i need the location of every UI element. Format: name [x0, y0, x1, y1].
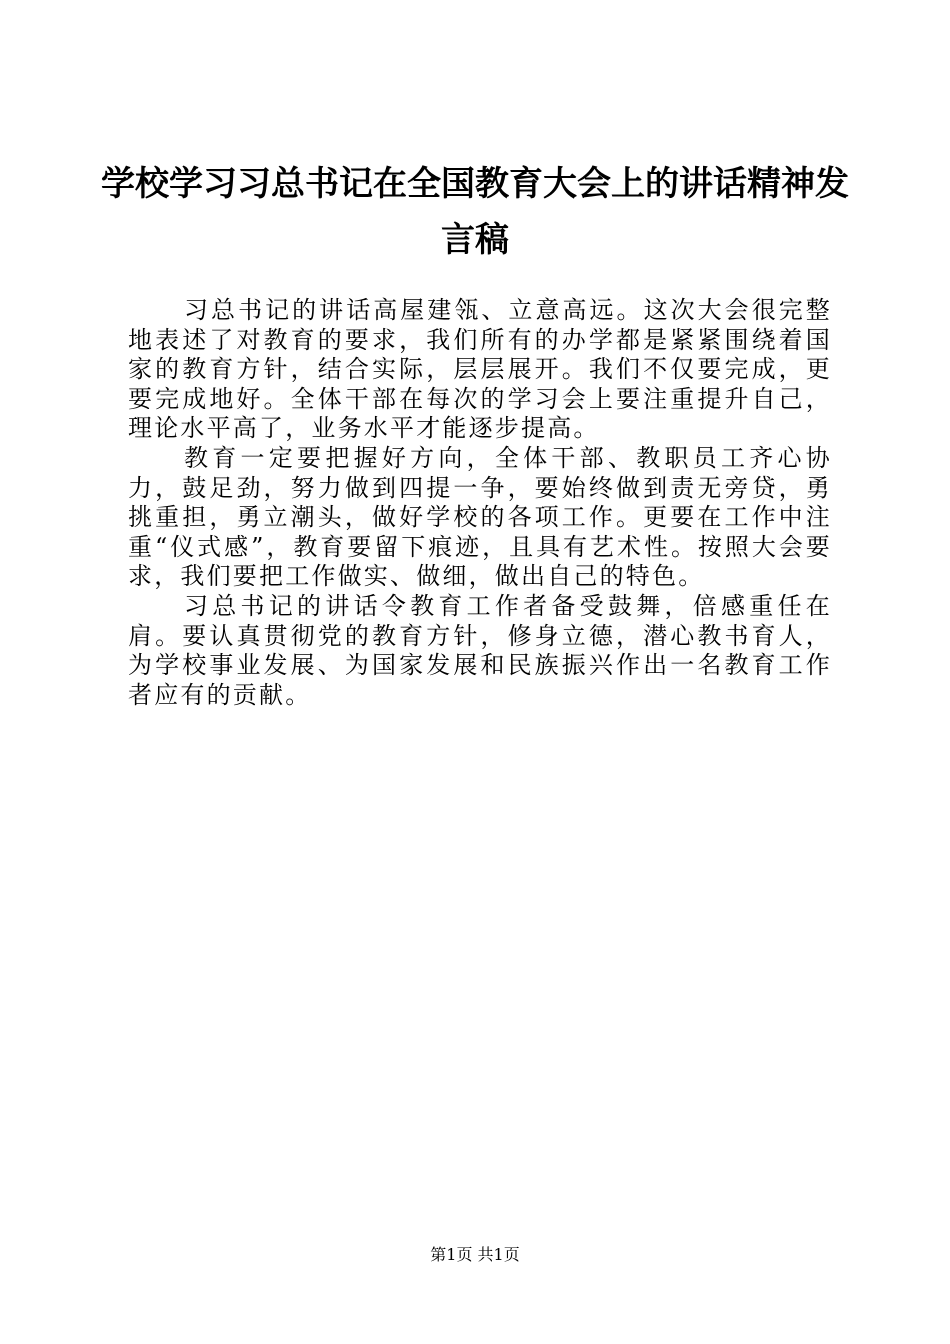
- paragraph-3: 习总书记的讲话令教育工作者备受鼓舞，倍感重任在肩。要认真贯彻党的教育方针，修身立德，潜心教书育人，为学校事业发展、为国家发展和民族振兴作出一名教育工作者应有的贡献。: [128, 591, 832, 709]
- document-title: 学校学习习总书记在全国教育大会上的讲话精神发言稿: [101, 164, 849, 260]
- paragraph-2: 教育一定要把握好方向，全体干部、教职员工齐心协力，鼓足劲，努力做到四提一争，要始终做到责无旁贷，勇挑重担，勇立潮头，做好学校的各项工作。更要在工作中注重“仪式感”，教育要留下痕迹，且具有艺术性。按照大会要求，我们要把工作做实、做细，做出自己的特色。: [128, 443, 832, 591]
- paragraph-1: 习总书记的讲话高屋建瓴、立意高远。这次大会很完整地表述了对教育的要求，我们所有的办学都是紧紧围绕着国家的教育方针，结合实际，层层展开。我们不仅要完成，更要完成地好。全体干部在每次的学习会上要注重提升自己，理论水平高了，业务水平才能逐步提高。: [128, 296, 832, 443]
- document-body: [128, 296, 832, 710]
- page-footer: 第1页 共1页: [430, 1245, 520, 1264]
